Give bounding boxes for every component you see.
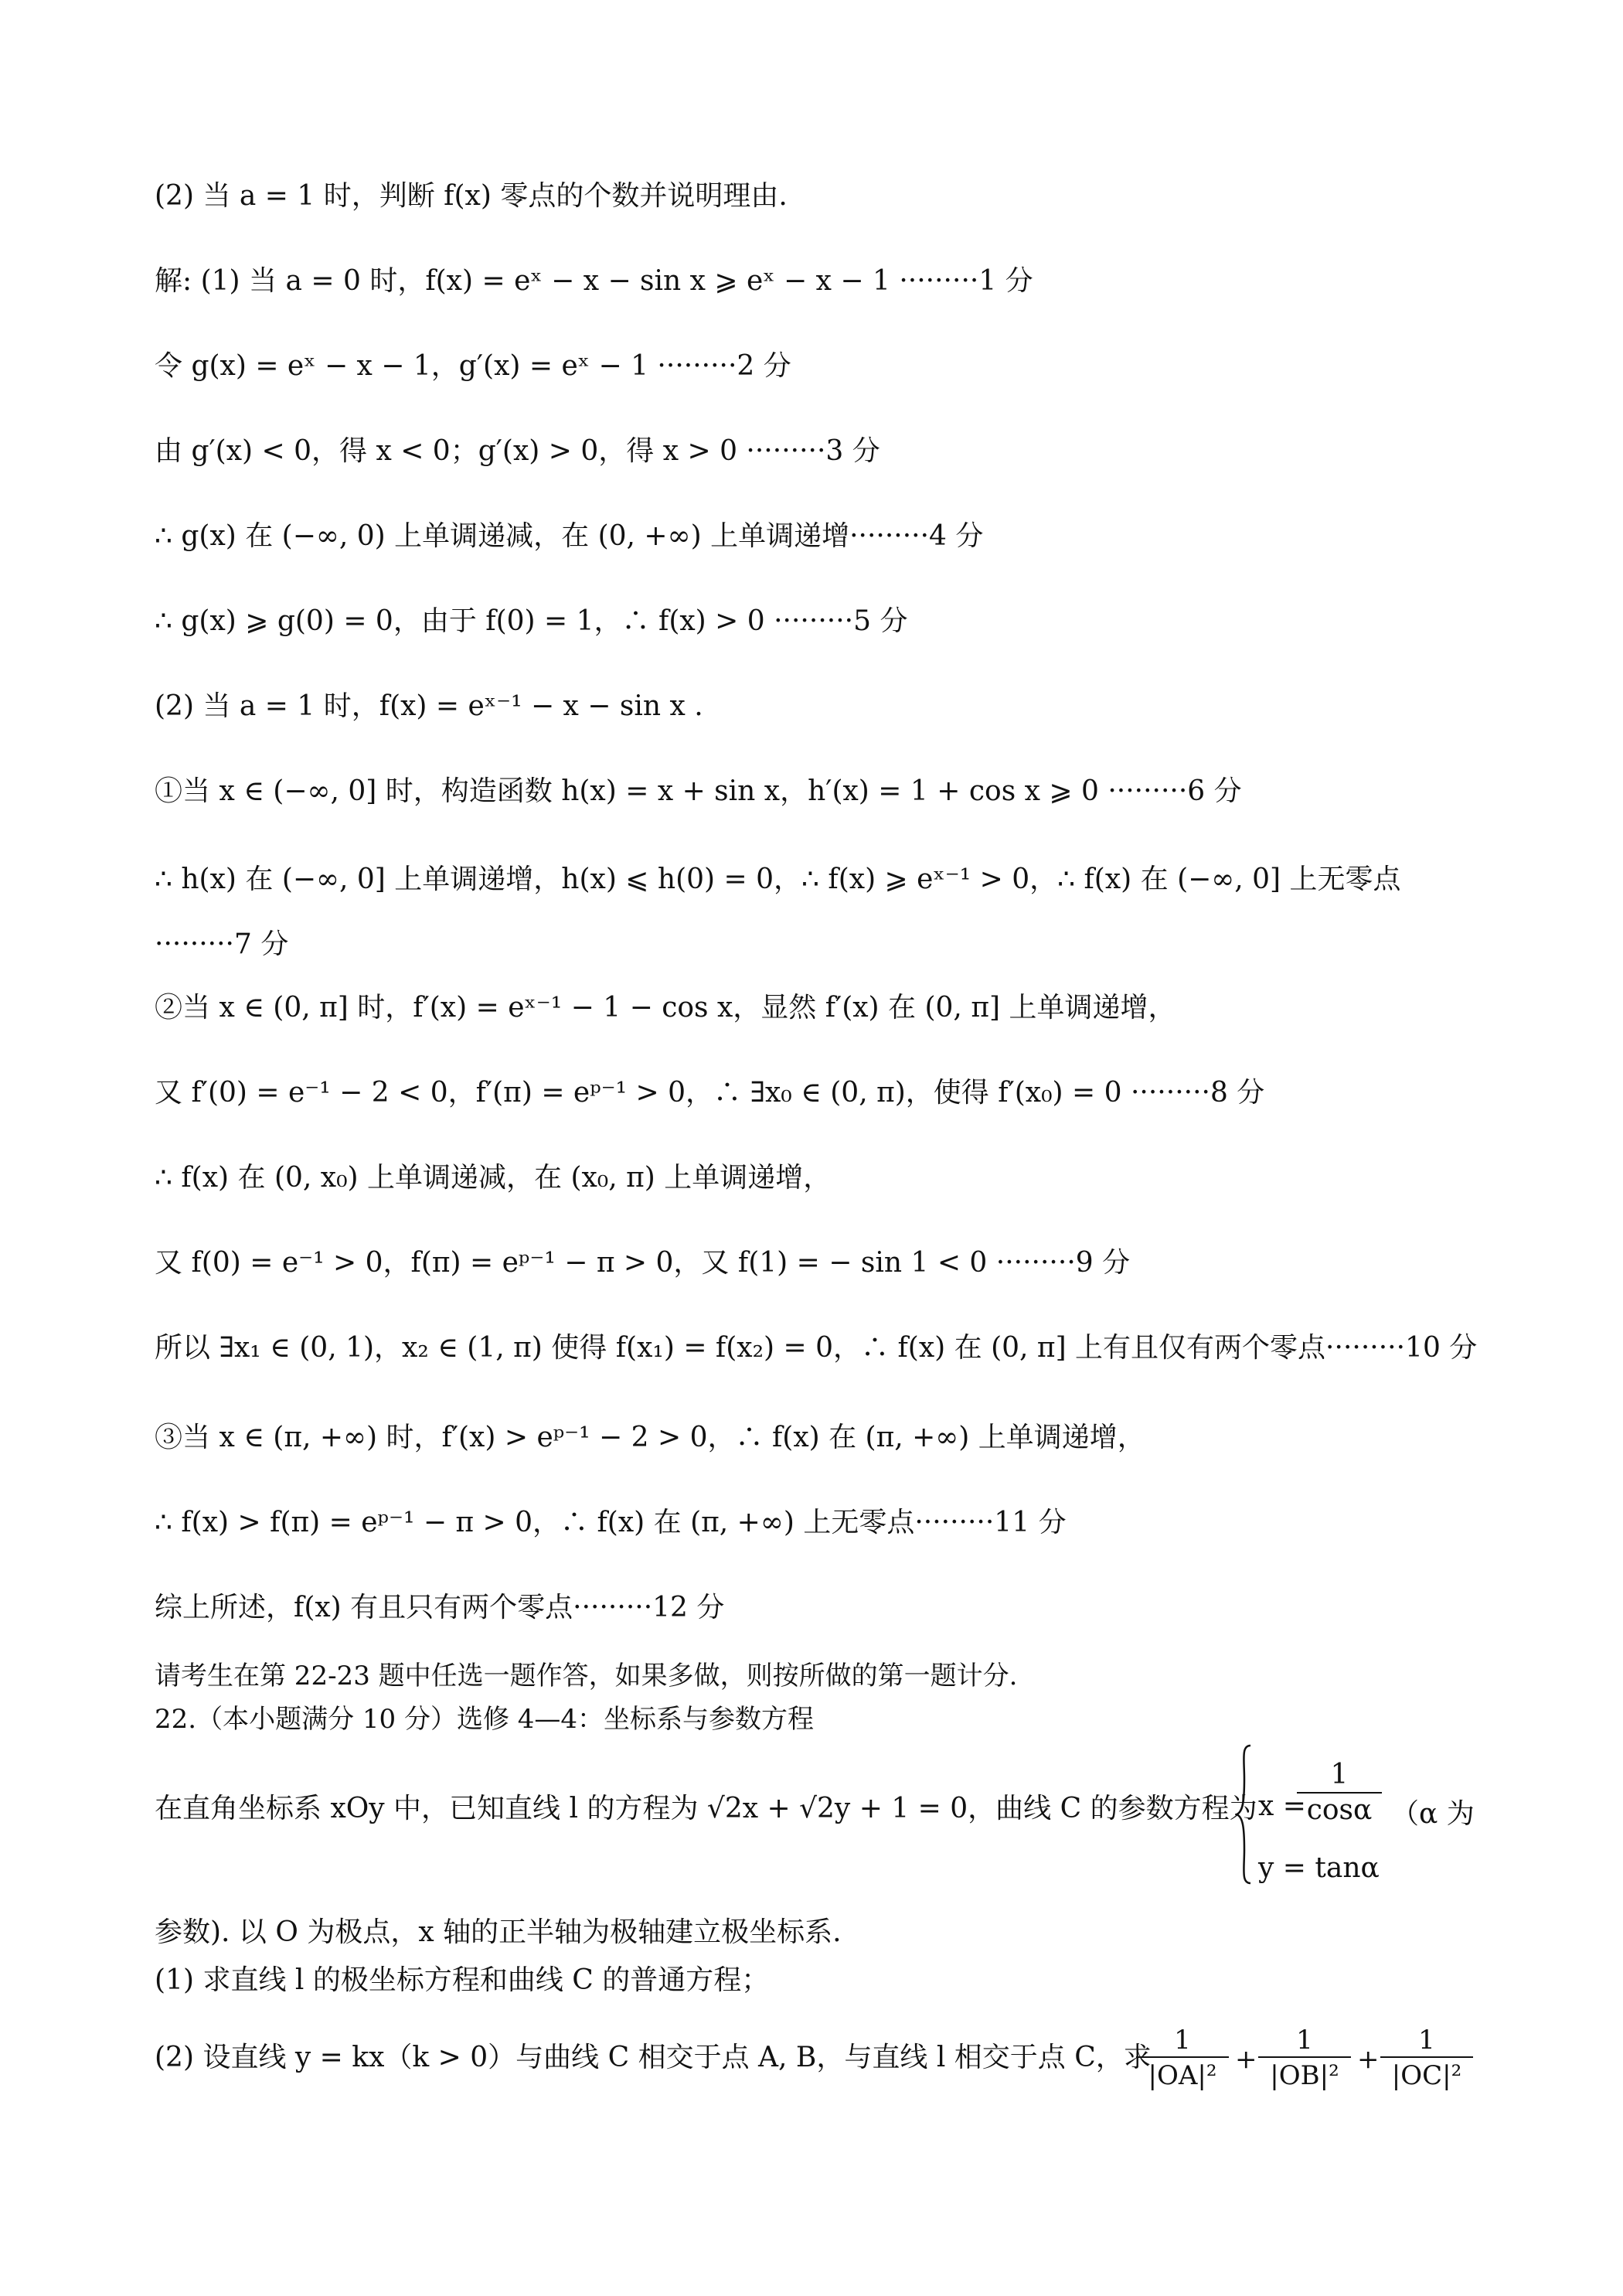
numerator: 1 [1418,2025,1435,2056]
instruction-line: 请考生在第 22-23 题中任选一题作答，如果多做，则按所做的第一题计分. [155,1661,1018,1691]
left-brace-icon [1235,1744,1252,1885]
text-line: (2) 当 a = 1 时，f(x) = eˣ⁻¹ − x − sin x . [155,690,703,722]
y-equation: y = tanα [1258,1852,1380,1884]
x-denominator: cosα [1306,1794,1373,1826]
text-line: 又 f′(0) = e⁻¹ − 2 < 0，f′(π) = eᵖ⁻¹ > 0，∴ ∃x₀ ∈ (0, π)，使得 f′(x₀) = 0 ·········8 分 [155,1077,1265,1109]
x-equation-lhs: x = [1258,1790,1306,1822]
fraction-oa [1136,2024,1229,2093]
fraction-ob [1258,2024,1351,2093]
numerator: 1 [1174,2025,1191,2056]
text-line: 所以 ∃x₁ ∈ (0, 1)，x₂ ∈ (1, π) 使得 f(x₁) = f(x₂) = 0，∴ f(x) 在 (0, π] 上有且仅有两个零点·········10 分 [155,1332,1478,1364]
reciprocal-sum [1136,2024,1476,2109]
text-line: (2) 当 a = 1 时，判断 f(x) 零点的个数并说明理由. [155,180,788,212]
denominator: |OC|² [1391,2060,1462,2091]
text-line: (1) 求直线 l 的极坐标方程和曲线 C 的普通方程； [155,1964,770,1996]
x-numerator: 1 [1330,1759,1349,1790]
text-line: ②当 x ∈ (0, π] 时，f′(x) = eˣ⁻¹ − 1 − cos x，显然 f′(x) 在 (0, π] 上单调递增， [155,992,1176,1024]
text-line: ∴ f(x) > f(π) = eᵖ⁻¹ − π > 0，∴ f(x) 在 (π, +∞) 上无零点·········11 分 [155,1507,1067,1538]
denominator: |OB|² [1270,2060,1339,2091]
denominator: |OA|² [1148,2060,1217,2091]
text-line: 在直角坐标系 xOy 中，已知直线 l 的方程为 √2x + √2y + 1 = 0，曲线 C 的参数方程为 [155,1793,1257,1824]
text-line: 综上所述，f(x) 有且只有两个零点·········12 分 [155,1592,725,1623]
text-line: ∴ g(x) 在 (−∞, 0) 上单调递减，在 (0, +∞) 上单调递增·········4 分 [155,520,984,552]
text-line: 又 f(0) = e⁻¹ > 0，f(π) = eᵖ⁻¹ − π > 0，又 f(1) = − sin 1 < 0 ·········9 分 [155,1247,1131,1279]
plus-sign: + [1235,2044,1257,2075]
text-line: (2) 设直线 y = kx（k > 0）与曲线 C 相交于点 A, B，与直线 l 相交于点 C，求 [155,2042,1152,2073]
fraction-oc [1380,2024,1473,2093]
fraction-bar [1297,1792,1382,1794]
text-line: ∴ f(x) 在 (0, x₀) 上单调递减，在 (x₀, π) 上单调递增， [155,1162,832,1194]
numerator: 1 [1296,2025,1313,2056]
parametric-system [1235,1744,1380,1891]
text-line: ∴ h(x) 在 (−∞, 0] 上单调递增，h(x) ⩽ h(0) = 0，∴ f(x) ⩾ eˣ⁻¹ > 0，∴ f(x) 在 (−∞, 0] 上无零点 [155,864,1401,895]
text-line: 由 g′(x) < 0，得 x < 0；g′(x) > 0，得 x > 0 ·········3 分 [155,435,880,467]
text-line: 令 g(x) = eˣ − x − 1，g′(x) = eˣ − 1 ·········2 分 [155,350,791,382]
param-note: （α 为 [1391,1798,1475,1830]
text-line: 参数). 以 O 为极点，x 轴的正半轴为极轴建立极坐标系. [155,1916,842,1948]
text-line: ③当 x ∈ (π, +∞) 时，f′(x) > eᵖ⁻¹ − 2 > 0，∴ f(x) 在 (π, +∞) 上单调递增， [155,1422,1145,1453]
text-line: ①当 x ∈ (−∞, 0] 时，构造函数 h(x) = x + sin x，h′(x) = 1 + cos x ⩾ 0 ·········6 分 [155,775,1242,807]
text-line: ∴ g(x) ⩾ g(0) = 0，由于 f(0) = 1，∴ f(x) > 0 ·········5 分 [155,605,908,637]
text-line: 解: (1) 当 a = 0 时，f(x) = eˣ − x − sin x ⩾ eˣ − x − 1 ·········1 分 [155,265,1033,297]
section-title: 22.（本小题满分 10 分）选修 4—4：坐标系与参数方程 [155,1704,815,1735]
text-line: ·········7 分 [155,928,289,960]
x-fraction [1297,1759,1382,1826]
plus-sign: + [1357,2044,1380,2075]
